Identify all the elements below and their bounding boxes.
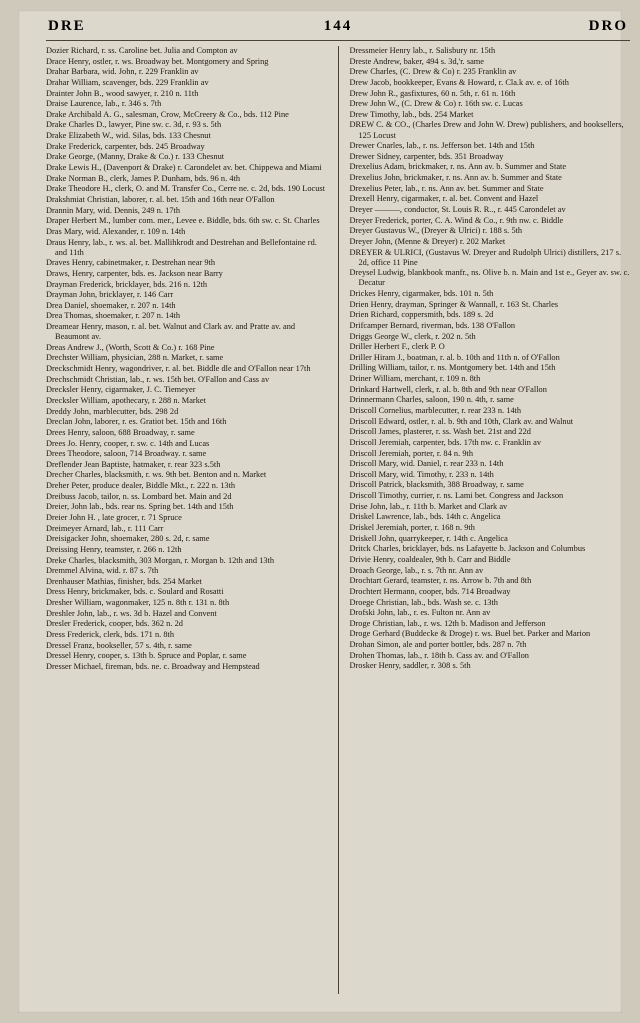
directory-entry: Dritck Charles, bricklayer, bds. ns Lafayette b. Jackson and Columbus [349, 544, 586, 554]
directory-entry: Drenhauser Mathias, finisher, bds. 254 Market [46, 576, 202, 586]
directory-entry: Drexelius Adam, brickmaker, r. ns. Ann av. b. Summer and State [349, 162, 567, 172]
directory-entry: Drochtart Gerard, teamster, r. ns. Arrow b. 7th and 8th [349, 576, 532, 586]
directory-entry: Drien Henry, drayman, Springer & Wannall, r. 163 St. Charles [349, 299, 559, 309]
directory-entry: Drahar William, scavenger, bds. 229 Franklin av [46, 77, 209, 87]
directory-entry: Drinkard Hartwell, clerk, r. al. b. 8th and 9th near O'Fallon [349, 384, 547, 394]
directory-entry: Draise Laurence, lab., r. 346 s. 7th [46, 99, 162, 109]
directory-entry: Drake Charles D., lawyer, Pine sw. c. 3d, r. 93 s. 5th [46, 120, 222, 130]
directory-entry: Drew John R., gasfixtures, 60 n. 5th, r. 61 n. 16th [349, 88, 516, 98]
directory-entry: Drofski John, lab., r. es. Fulton nr. Ann av [349, 608, 491, 618]
directory-entry: Dress Henry, brickmaker, bds. c. Soulard and Rosatti [46, 587, 224, 597]
directory-entry: Drise John, lab., r. 11th b. Market and Clark av [349, 501, 508, 511]
directory-entry: Drewer Cnarles, lab., r. ns. Jefferson bet. 14th and 15th [349, 141, 535, 151]
directory-entry: Drea Thomas, shoemaker, r. 207 n. 14th [46, 311, 181, 321]
directory-entry: Driscoll Patrick, blacksmith, 388 Broadway, r. same [349, 480, 524, 490]
directory-entry: Driscoll Mary, wid. Timothy, r. 233 n. 14th [349, 469, 494, 479]
directory-entry: Driggs George W., clerk, r. 202 n. 5th [349, 331, 476, 341]
directory-entry: Drake Norman B., clerk, James P. Dunham, bds. 96 n. 4th [46, 173, 241, 183]
directory-entry: Droach George, lab., r. s. 7th nr. Ann av [349, 565, 484, 575]
header-right-guideword: DRO [588, 18, 628, 34]
directory-entry: Drake Lewis H., (Davenport & Drake) r. Carondelet av. bet. Chippewa and Miami [46, 163, 322, 173]
directory-entry: Drahar Barbara, wid. John, r. 229 Franklin av [46, 67, 199, 77]
directory-entry: Driller Herbert F., clerk P. O [349, 342, 445, 352]
directory-entry: Droge Gerhard (Buddecke & Droge) r. ws. Buel bet. Parker and Marion [349, 629, 591, 639]
directory-entry: Driskel Lawrence, lab., bds. 14th c. Angelica [349, 512, 501, 522]
page-number: 144 [323, 18, 353, 34]
directory-entry: Dreclan John, laborer, r. es. Gratiot bet. 15th and 16th [46, 417, 227, 427]
directory-entry: Dozier Richard, r. ss. Caroline bet. Julia and Compton av [46, 46, 238, 55]
directory-entry: Drilling William, tailor, r. ns. Montgomery bet. 14th and 15th [349, 363, 556, 373]
directory-entry: Dressel Franz, bookseller, 57 s. 4th, r. same [46, 640, 192, 650]
directory-entry: Dressel Henry, cooper, s. 13th b. Spruce and Poplar, r. same [46, 651, 247, 661]
directory-entry: Dras Mary, wid. Alexander, r. 109 n. 14th [46, 226, 186, 236]
directory-entry: Dreddy John, marblecutter, bds. 298 2d [46, 406, 179, 416]
directory-entry: Drosker Henry, saddler, r. 308 s. 5th [349, 661, 471, 671]
directory-entry: Driscoll Edward, ostler, r. al. b. 9th and 10th, Clark av. and Walnut [349, 416, 574, 426]
directory-entry: Drinnermann Charles, saloon, 190 n. 4th, r. same [349, 395, 514, 405]
directory-entry: Drake Theodore H., clerk, O. and M. Transfer Co., Cerre ne. c. 2d, bds. 190 Locust [46, 184, 325, 194]
directory-entry: Drecksler Henry, cigarmaker, J. C. Tiemeyer [46, 385, 196, 395]
column-divider [338, 46, 339, 994]
directory-entry: Drees Jo. Henry, cooper, r. sw. c. 14th and Lucas [46, 438, 210, 448]
directory-entry: Driller Hiram J., boatman, r. al. b. 10th and 11th n. of O'Fallon [349, 352, 560, 362]
directory-entry: Drohan Simon, ale and porter bottler, bds. 287 n. 7th [349, 640, 527, 650]
directory-entry: Dress Frederick, clerk, bds. 171 n. 8th [46, 630, 175, 640]
directory-entry: Drees Henry, saloon, 688 Broadway, r. same [46, 427, 195, 437]
column-right [340, 46, 633, 1006]
directory-entry: Drivie Henry, coaldealer, 9th b. Carr and Biddle [349, 554, 511, 564]
directory-entry: Drayman John, bricklayer, r. 146 Carr [46, 290, 174, 300]
directory-entry: Drew Jacob, bookkeeper, Evans & Howard, r. Cla.k av. e. of 16th [349, 77, 569, 87]
header-rule [46, 40, 630, 41]
directory-entry: Drechster William, physician, 288 n. Market, r. same [46, 353, 224, 363]
directory-entry: Draper Herbert M., lumber com. mer., Levee e. Biddle, bds. 6th sw. c. St. Charles [46, 216, 320, 226]
directory-entry: Drexelius John, brickmaker, r. ns. Ann av. b. Summer and State [349, 173, 562, 183]
directory-entry: Drochtert Hermann, cooper, bds. 714 Broadway [349, 586, 511, 596]
directory-entry: Dreckschmidt Henry, wagondriver, r. al. bet. Biddle dle and O'Fallon near 17th [46, 364, 311, 374]
directory-entry: Drakshmiat Christian, laborer, r. al. bet. 15th and 16th near O'Fallon [46, 194, 275, 204]
directory-entry: Drea Daniel, shoemaker, r. 207 n. 14th [46, 300, 176, 310]
directory-entry: Drake George, (Manny, Drake & Co.) r. 133 Chesnut [46, 152, 225, 162]
directory-entry: Drexell Henry, cigarmaker, r. al. bet. Convent and Hazel [349, 194, 539, 204]
directory-entry: Draves Henry, cabinetmaker, r. Destrehan near 9th [46, 258, 216, 268]
directory-entry: Driner William, merchant, r. 109 n. 8th [349, 374, 481, 384]
directory-entry: Droege Christian, lab., bds. Wash se. c. 13th [349, 597, 498, 607]
directory-entry: Dreflender Jean Baptiste, hatmaker, r. rear 323 s.5th [46, 459, 221, 469]
directory-entry: Driscoll James, plasterer, r. ss. Wash bet. 21st and 22d [349, 427, 531, 437]
directory-entry: Drace Henry, ostler, r. ws. Broadway bet. Montgomery and Spring [46, 56, 269, 66]
header-left-guideword: DRE [48, 18, 86, 34]
directory-entry: Drake Elizabeth W., wid. Silas, bds. 133 Chesnut [46, 131, 211, 141]
directory-entry: Dreshler John, lab., r. ws. 3d b. Hazel and Convent [46, 608, 217, 618]
directory-entry: Drechschmidt Christian, lab., r. ws. 15th bet. O'Fallon and Cass av [46, 374, 270, 384]
directory-entry: Driscoll Mary, wid. Daniel, r. rear 233 n. 14th [349, 459, 504, 469]
directory-entry: Dreyer ———, conductor, St. Louis R. R.., r. 445 Carondelet av [349, 205, 566, 215]
directory-entry: Drees Theodore, saloon, 714 Broadway. r. same [46, 449, 207, 459]
directory-entry: Droge Christian, lab., r. ws. 12th b. Madison and Jefferson [349, 618, 546, 628]
directory-entry: Dreher Peter, produce dealer, Biddle Mkt., r. 222 n. 13th [46, 481, 236, 491]
paper-sheet [18, 10, 630, 1013]
directory-entry: DREW C. & CO., (Charles Drew and John W. Drew) publishers, and booksellers, 125 Locust [349, 120, 624, 140]
column-left [46, 46, 337, 1006]
directory-entry: Driscoll Jeremiah, carpenter, bds. 17th nw. c. Franklin av [349, 437, 542, 447]
directory-entry: Drecksler William, apothecary, r. 288 n. Market [46, 395, 206, 405]
directory-entry: Dreas Andrew J., (Worth, Scott & Co.) r. 168 Pine [46, 342, 215, 352]
directory-entry: Dreibuss Jacob, tailor, n. ss. Lombard bet. Main and 2d [46, 491, 232, 501]
directory-entry: Dremmel Alvina, wid. r. 87 s. 7th [46, 566, 159, 576]
directory-entry: Drien Richard, coppersmith, bds. 189 s. 2d [349, 310, 494, 320]
directory-entry: Dresler Frederick, cooper, bds. 362 n. 2d [46, 619, 183, 629]
directory-entry: Drifcamper Bernard, riverman, bds. 138 O'Fallon [349, 320, 516, 330]
directory-entry: Dreier, John lab., bds. rear ns. Spring bet. 14th and 15th [46, 502, 234, 512]
directory-entry: Drohen Thomas, lab., r. 18th b. Cass av. and O'Fallon [349, 650, 529, 660]
directory-entry: Drickes Henry, cigarmaker, bds. 101 n. 5th [349, 288, 494, 298]
directory-entry: Dreisigacker John, shoemaker, 280 s. 2d, r. same [46, 534, 210, 544]
directory-entry: Driscoll Jeremiah, porter, r. 84 n. 9th [349, 448, 474, 458]
directory-entry: Dreysel Ludwig, blankbook manfr., ns. Olive b. n. Main and 1st e., Geyer av. sw. c. Decatur [349, 268, 630, 288]
directory-entry: Drew Charles, (C. Drew & Co) r. 235 Franklin av [349, 67, 517, 77]
directory-entry: Dreste Andrew, baker, 494 s. 3d,'r. same [349, 56, 484, 66]
directory-entry: Draus Henry, lab., r. ws. al. bet. Mallihkrodt and Destrehan and Bellefontaine rd. and 11th [46, 237, 317, 257]
directory-entry: Drayman Frederick, bricklayer, bds. 216 n. 12th [46, 279, 208, 289]
directory-columns [46, 46, 632, 1006]
directory-entry: Drew Timothy, lab., bds. 254 Market [349, 109, 474, 119]
directory-entry: Dreke Charles, blacksmith, 303 Morgan, r. Morgan b. 12th and 13th [46, 555, 275, 565]
directory-entry: Drexelius Peter, lab., r. ns. Ann av. bet. Summer and State [349, 183, 544, 193]
directory-entry: Dreimeyer Arnard, lab., r. 111 Carr [46, 523, 164, 533]
directory-entry: DREYER & ULRICI, (Gustavus W. Dreyer and Rudolph Ulrici) distillers, 217 s. 2d, office 11 Pine [349, 247, 622, 267]
directory-entry: Dreier John H. , late grocer, r. 71 Spruce [46, 513, 182, 522]
directory-entry: Drake Frederick, carpenter, bds. 245 Broadway [46, 141, 205, 151]
directory-entry: Driskell John, quarrykeeper, r. 14th c. Angelica [349, 533, 508, 543]
directory-entry: Dresher William, wagonmaker, 125 n. 8th r. 131 n. 8th [46, 598, 230, 608]
directory-entry: Drake Archibald A. G., salesman, Crow, McCreery & Co., bds. 112 Pine [46, 109, 289, 119]
page-header [48, 18, 628, 42]
directory-entry: Dresser Michael, fireman, bds. ne. c. Broadway and Hempstead [46, 661, 260, 671]
directory-entry: Dreyer John, (Menne & Dreyer) r. 202 Market [349, 236, 506, 246]
directory-entry: Dreyer Gustavus W., (Dreyer & Ulrici) r. 188 s. 5th [349, 226, 523, 236]
directory-entry: Dressmeier Henry lab., r. Salisbury nr. 15th [349, 46, 496, 55]
directory-entry: Drainter John B., wood sawyer, r. 210 n. 11th [46, 88, 199, 98]
directory-entry: Drew John W., (C. Drew & Co) r. 16th sw. c. Lucas [349, 99, 523, 109]
directory-entry: Draws, Henry, carpenter, bds. es. Jackson near Barry [46, 268, 223, 278]
directory-entry: Dreyer Frederick, porter, C. A. Wind & Co., r. 9th nw. c. Biddle [349, 215, 564, 225]
directory-entry: Drecher Charles, blacksmith, r. ws. 9th bet. Benton and n. Market [46, 470, 267, 480]
directory-entry: Drannin Mary, wid. Dennis, 249 n. 17th [46, 205, 181, 215]
directory-entry: Driskel Jeremiah, porter, r. 168 n. 9th [349, 523, 475, 533]
directory-entry: Dreissing Henry, teamster, r. 266 n. 12th [46, 544, 182, 554]
directory-entry: Driscoll Timothy, currier, r. ns. Lami bet. Congress and Jackson [349, 491, 564, 501]
directory-entry: Drewer Sidney, carpenter, bds. 351 Broadway [349, 151, 504, 161]
directory-entry: Driscoll Cornelius, marblecutter, r. rear 233 n. 14th [349, 406, 522, 415]
directory-entry: Dreamear Henry, mason, r. al. bet. Walnut and Clark av. and Pratte av. and Beaumont av. [46, 322, 296, 342]
